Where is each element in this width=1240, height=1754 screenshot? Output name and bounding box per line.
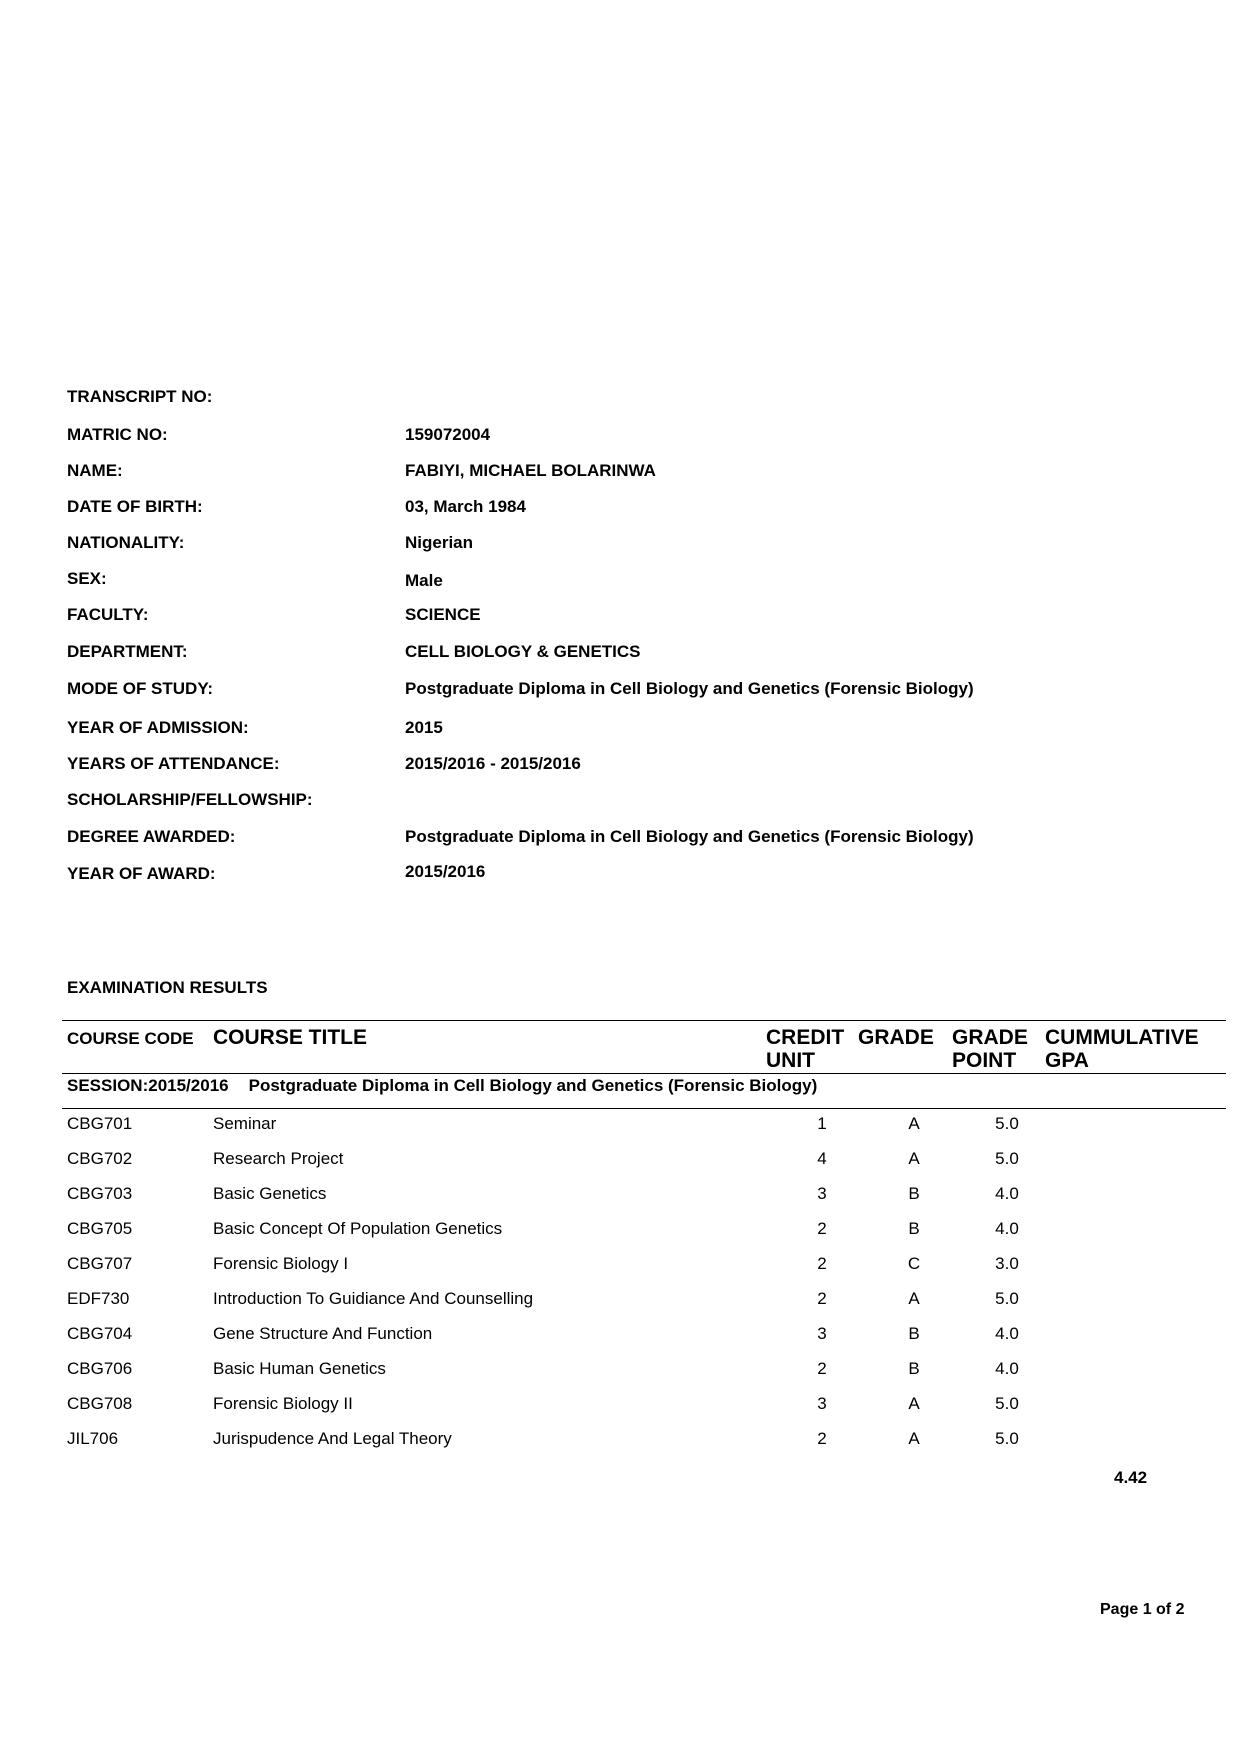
grade-point: 5.0 [995,1289,1019,1308]
credit-unit: 3 [817,1324,827,1343]
table-row [62,1359,1226,1394]
header-grade: GRADE [858,1026,934,1049]
course-title: Basic Genetics [213,1184,327,1203]
session-row [67,1076,817,1096]
course-title: Seminar [213,1114,277,1133]
info-value: FABIYI, MICHAEL BOLARINWA [405,461,656,480]
info-row-faculty [67,605,1187,625]
header-cumulative-gpa [1045,1026,1199,1072]
header-grade-point-line2: POINT [952,1049,1017,1072]
credit-unit: 4 [817,1149,827,1168]
grade-point: 5.0 [995,1429,1019,1448]
info-label: DATE OF BIRTH: [67,497,203,516]
grade-point: 5.0 [995,1114,1019,1133]
course-code: CBG705 [67,1219,133,1238]
credit-unit: 3 [817,1184,827,1203]
info-value: Male [405,571,443,590]
header-grade-point-line1: GRADE [952,1026,1028,1049]
info-row-name [67,461,1187,481]
info-label: SEX: [67,569,107,588]
examination-results-heading: EXAMINATION RESULTS [67,978,268,997]
credit-unit: 1 [817,1114,827,1133]
course-title: Forensic Biology I [213,1254,349,1273]
info-value: 2015/2016 [405,862,486,881]
grade: C [907,1254,921,1273]
credit-unit: 2 [817,1219,827,1238]
grade-point: 4.0 [995,1324,1019,1343]
info-value: Postgraduate Diploma in Cell Biology and Genetics (Forensic Biology) [405,679,974,698]
credit-unit: 2 [817,1359,827,1378]
grade: B [908,1324,920,1343]
info-value: Postgraduate Diploma in Cell Biology and Genetics (Forensic Biology) [405,827,974,846]
info-label: DEPARTMENT: [67,642,188,661]
grade-point: 4.0 [995,1184,1019,1203]
info-value: 2015/2016 - 2015/2016 [405,754,581,773]
info-row-year-of-award [67,864,1187,884]
course-title: Introduction To Guidiance And Counselling [213,1289,534,1308]
info-row-date-of-birth [67,497,1187,517]
course-title: Basic Human Genetics [213,1359,386,1378]
course-code: CBG702 [67,1149,133,1168]
header-credit-unit-line1: CREDIT [766,1026,845,1049]
session-bottom-rule [62,1108,1226,1109]
grade: B [908,1359,920,1378]
info-row-nationality [67,533,1187,553]
info-value: 159072004 [405,425,491,444]
table-row [62,1254,1226,1289]
credit-unit: 2 [817,1254,827,1273]
info-row-degree-awarded [67,827,1187,847]
info-row-matric-no [67,425,1187,445]
info-value: Nigerian [405,533,474,552]
grade-point: 5.0 [995,1394,1019,1413]
info-row-scholarship [67,790,1187,810]
info-row-department [67,642,1187,662]
info-label: YEAR OF AWARD: [67,864,216,883]
info-value: 2015 [405,718,443,737]
table-row [62,1324,1226,1359]
grade: B [908,1219,920,1238]
student-info [67,387,1187,883]
course-title: Jurispudence And Legal Theory [213,1429,452,1448]
course-code: EDF730 [67,1289,130,1308]
info-label: MODE OF STUDY: [67,679,214,698]
credit-unit: 3 [817,1394,827,1413]
course-title: Gene Structure And Function [213,1324,433,1343]
header-credit-unit-line2: UNIT [766,1049,815,1072]
info-value: SCIENCE [405,605,481,624]
table-top-rule [62,1020,1226,1021]
page-number: Page 1 of 2 [1100,1601,1185,1618]
info-label: YEARS OF ATTENDANCE: [67,754,280,773]
course-title: Research Project [213,1149,344,1168]
info-label: DEGREE AWARDED: [67,827,236,846]
session-programme: Postgraduate Diploma in Cell Biology and Genetics (Forensic Biology) [248,1076,818,1095]
table-row [62,1394,1226,1429]
info-label: NATIONALITY: [67,533,185,552]
course-title: Forensic Biology II [213,1394,353,1413]
info-row-years-of-attendance [67,754,1187,774]
grade: A [908,1429,920,1448]
info-value: 03, March 1984 [405,497,526,516]
table-row [62,1184,1226,1219]
grade-point: 3.0 [995,1254,1019,1273]
header-course-title: COURSE TITLE [213,1026,368,1049]
grade: A [908,1394,920,1413]
course-code: CBG704 [67,1324,133,1343]
header-grade-point [952,1026,1028,1072]
credit-unit: 2 [817,1289,827,1308]
course-title: Basic Concept Of Population Genetics [213,1219,503,1238]
course-rows [62,1114,1226,1464]
info-label: FACULTY: [67,605,149,624]
table-row [62,1149,1226,1184]
header-cumulative-gpa-line2: GPA [1045,1049,1089,1072]
info-label: TRANSCRIPT NO: [67,387,213,406]
session-label: SESSION:2015/2016 [67,1076,229,1095]
course-code: CBG707 [67,1254,133,1273]
course-code: CBG703 [67,1184,133,1203]
cumulative-gpa-value: 4.42 [1114,1468,1148,1487]
info-label: MATRIC NO: [67,425,168,444]
grade: A [908,1289,920,1308]
course-code: CBG708 [67,1394,133,1413]
info-row-year-of-admission [67,718,1187,738]
credit-unit: 2 [817,1429,827,1448]
header-cumulative-gpa-line1: CUMMULATIVE [1045,1026,1199,1049]
table-row [62,1219,1226,1254]
info-row-sex [67,569,1187,589]
grade: A [908,1149,920,1168]
info-label: YEAR OF ADMISSION: [67,718,249,737]
header-credit-unit [766,1026,844,1072]
table-row [62,1429,1226,1464]
header-course-code: COURSE CODE [67,1029,194,1048]
info-row-mode-of-study [67,679,1187,699]
info-label: SCHOLARSHIP/FELLOWSHIP: [67,790,313,809]
grade: B [908,1184,920,1203]
course-code: JIL706 [67,1429,119,1448]
grade-point: 4.0 [995,1359,1019,1378]
table-row [62,1289,1226,1324]
info-label: NAME: [67,461,123,480]
table-row [62,1114,1226,1149]
grade: A [908,1114,920,1133]
info-value: CELL BIOLOGY & GENETICS [405,642,641,661]
course-code: CBG701 [67,1114,133,1133]
grade-point: 4.0 [995,1219,1019,1238]
header-bottom-rule [62,1073,1226,1074]
course-code: CBG706 [67,1359,133,1378]
grade-point: 5.0 [995,1149,1019,1168]
info-row-transcript-no [67,387,1187,407]
